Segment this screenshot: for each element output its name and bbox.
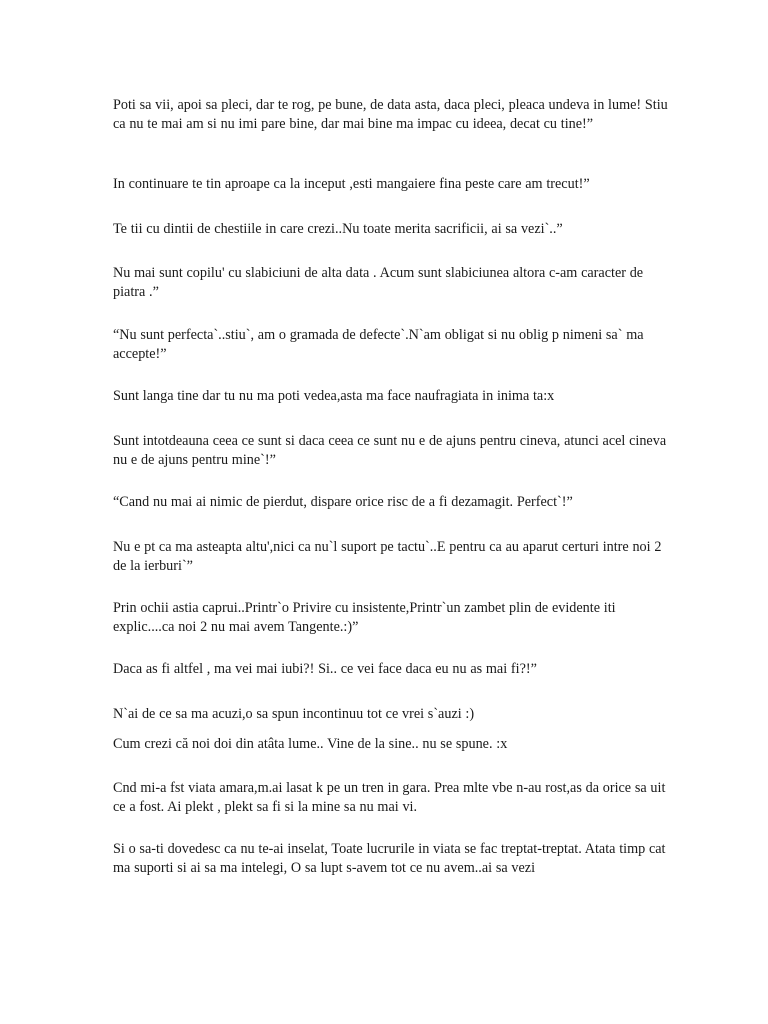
paragraph-3: Te tii cu dintii de chestiile in care crezi..Nu toate merita sacrificii, ai sa vezi`..”: [113, 221, 563, 237]
paragraph-13: Cum crezi că noi doi din atâta lume.. Vine de la sine.. nu se spune. :x: [113, 736, 508, 752]
paragraph-4: Nu mai sunt copilu' cu slabiciuni de alta data . Acum sunt slabiciunea altora c-am caracter de piatra .”: [113, 265, 644, 300]
paragraph-9: Nu e pt ca ma asteapta altu',nici ca nu`l suport pe tactu`..E pentru ca au aparut certuri intre noi 2 de la ierburi`”: [113, 539, 662, 574]
paragraph-2: In continuare te tin aproape ca la inceput ,esti mangaiere fina peste care am trecut!”: [113, 176, 590, 192]
paragraph-15: Si o sa-ti dovedesc ca nu te-ai inselat, Toate lucrurile in viata se fac treptat-treptat. Atata timp cat ma suporti si ai sa ma intelegi, O sa lupt s-avem tot ce nu avem..ai sa vezi: [113, 841, 666, 876]
paragraph-7: Sunt intotdeauna ceea ce sunt si daca ceea ce sunt nu e de ajuns pentru cineva, atunci acel cineva nu e de ajuns pentru mine`!”: [113, 433, 667, 468]
paragraph-6: Sunt langa tine dar tu nu ma poti vedea,asta ma face naufragiata in inima ta:x: [113, 388, 555, 404]
paragraph-14: Cnd mi-a fst viata amara,m.ai lasat k pe un tren in gara. Prea mlte vbe n-au rost,as da orice sa uit ce a fost. Ai plekt , plekt sa fi si la mine sa nu mai vi.: [113, 780, 666, 815]
paragraph-1: Poti sa vii, apoi sa pleci, dar te rog, pe bune, de data asta, daca pleci, pleaca undeva in lume! Stiu ca nu te mai am si nu imi pare bine, dar mai bine ma impac cu ideea, decat cu tine!”: [113, 97, 668, 132]
paragraph-12: N`ai de ce sa ma acuzi,o sa spun incontinuu tot ce vrei s`auzi :): [113, 706, 475, 722]
paragraph-8: “Cand nu mai ai nimic de pierdut, dispare orice risc de a fi dezamagit. Perfect`!”: [113, 494, 573, 510]
paragraph-11: Daca as fi altfel , ma vei mai iubi?! Si.. ce vei face daca eu nu as mai fi?!”: [113, 661, 537, 677]
paragraph-10: Prin ochii astia caprui..Printr`o Privire cu insistente,Printr`un zambet plin de evidente iti explic....ca noi 2 nu mai avem Tangente.:)”: [113, 600, 616, 635]
paragraph-5: “Nu sunt perfecta`..stiu`, am o gramada de defecte`.N`am obligat si nu oblig p nimeni sa` ma accepte!”: [113, 327, 644, 362]
